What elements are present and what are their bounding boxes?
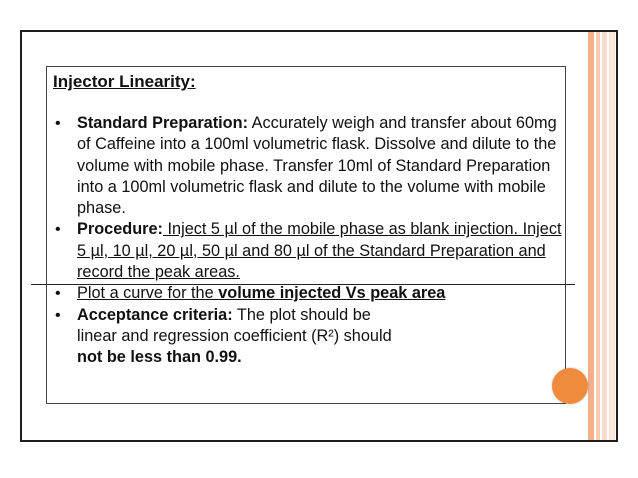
bullet-icon: •: [55, 285, 61, 303]
list-item-procedure: [53, 219, 565, 283]
item-text: The plot should be: [232, 305, 371, 324]
decorative-stripe: [609, 32, 615, 440]
bullet-icon: •: [55, 306, 61, 324]
content-box: [46, 66, 566, 404]
item-label: Procedure:: [77, 220, 163, 239]
item-text-bold: not be less than 0.99.: [77, 348, 242, 367]
item-label: Acceptance criteria:: [77, 305, 233, 324]
item-label: Standard Preparation:: [77, 114, 248, 132]
item-text: Accurately weigh and transfer about 60mg of Caffeine into a 100ml volumetric flask. Dissolve and dilute to the volume with mobile phase. Transfer 10ml of Standard Preparation into a 100ml volumetric flask and dilute to the volume with mobile phase.: [77, 114, 557, 218]
item-text: Plot a curve for the: [77, 284, 219, 303]
list-item-standard-preparation: [53, 113, 565, 219]
decorative-stripe: [588, 32, 594, 440]
item-text: Inject 5 µl of the mobile phase as blank injection. Inject 5 µl, 10 µl, 20 µl, 50 µl and 80 µl of the Standard Preparation and record the peak areas.: [77, 220, 562, 282]
slide-heading: Injector Linearity:: [53, 72, 196, 91]
bullet-icon: •: [55, 221, 61, 239]
accent-circle-icon: [552, 368, 588, 404]
decorative-stripe: [596, 32, 600, 440]
bullet-icon: •: [55, 115, 61, 132]
item-text: linear and regression coefficient (R²) should: [77, 326, 392, 345]
bullet-list: [53, 113, 565, 369]
list-item-plot-curve: [53, 283, 565, 304]
list-item-acceptance-criteria: [53, 305, 565, 369]
item-text-bold: volume injected Vs peak area: [218, 284, 446, 303]
decorative-stripe: [602, 32, 607, 440]
